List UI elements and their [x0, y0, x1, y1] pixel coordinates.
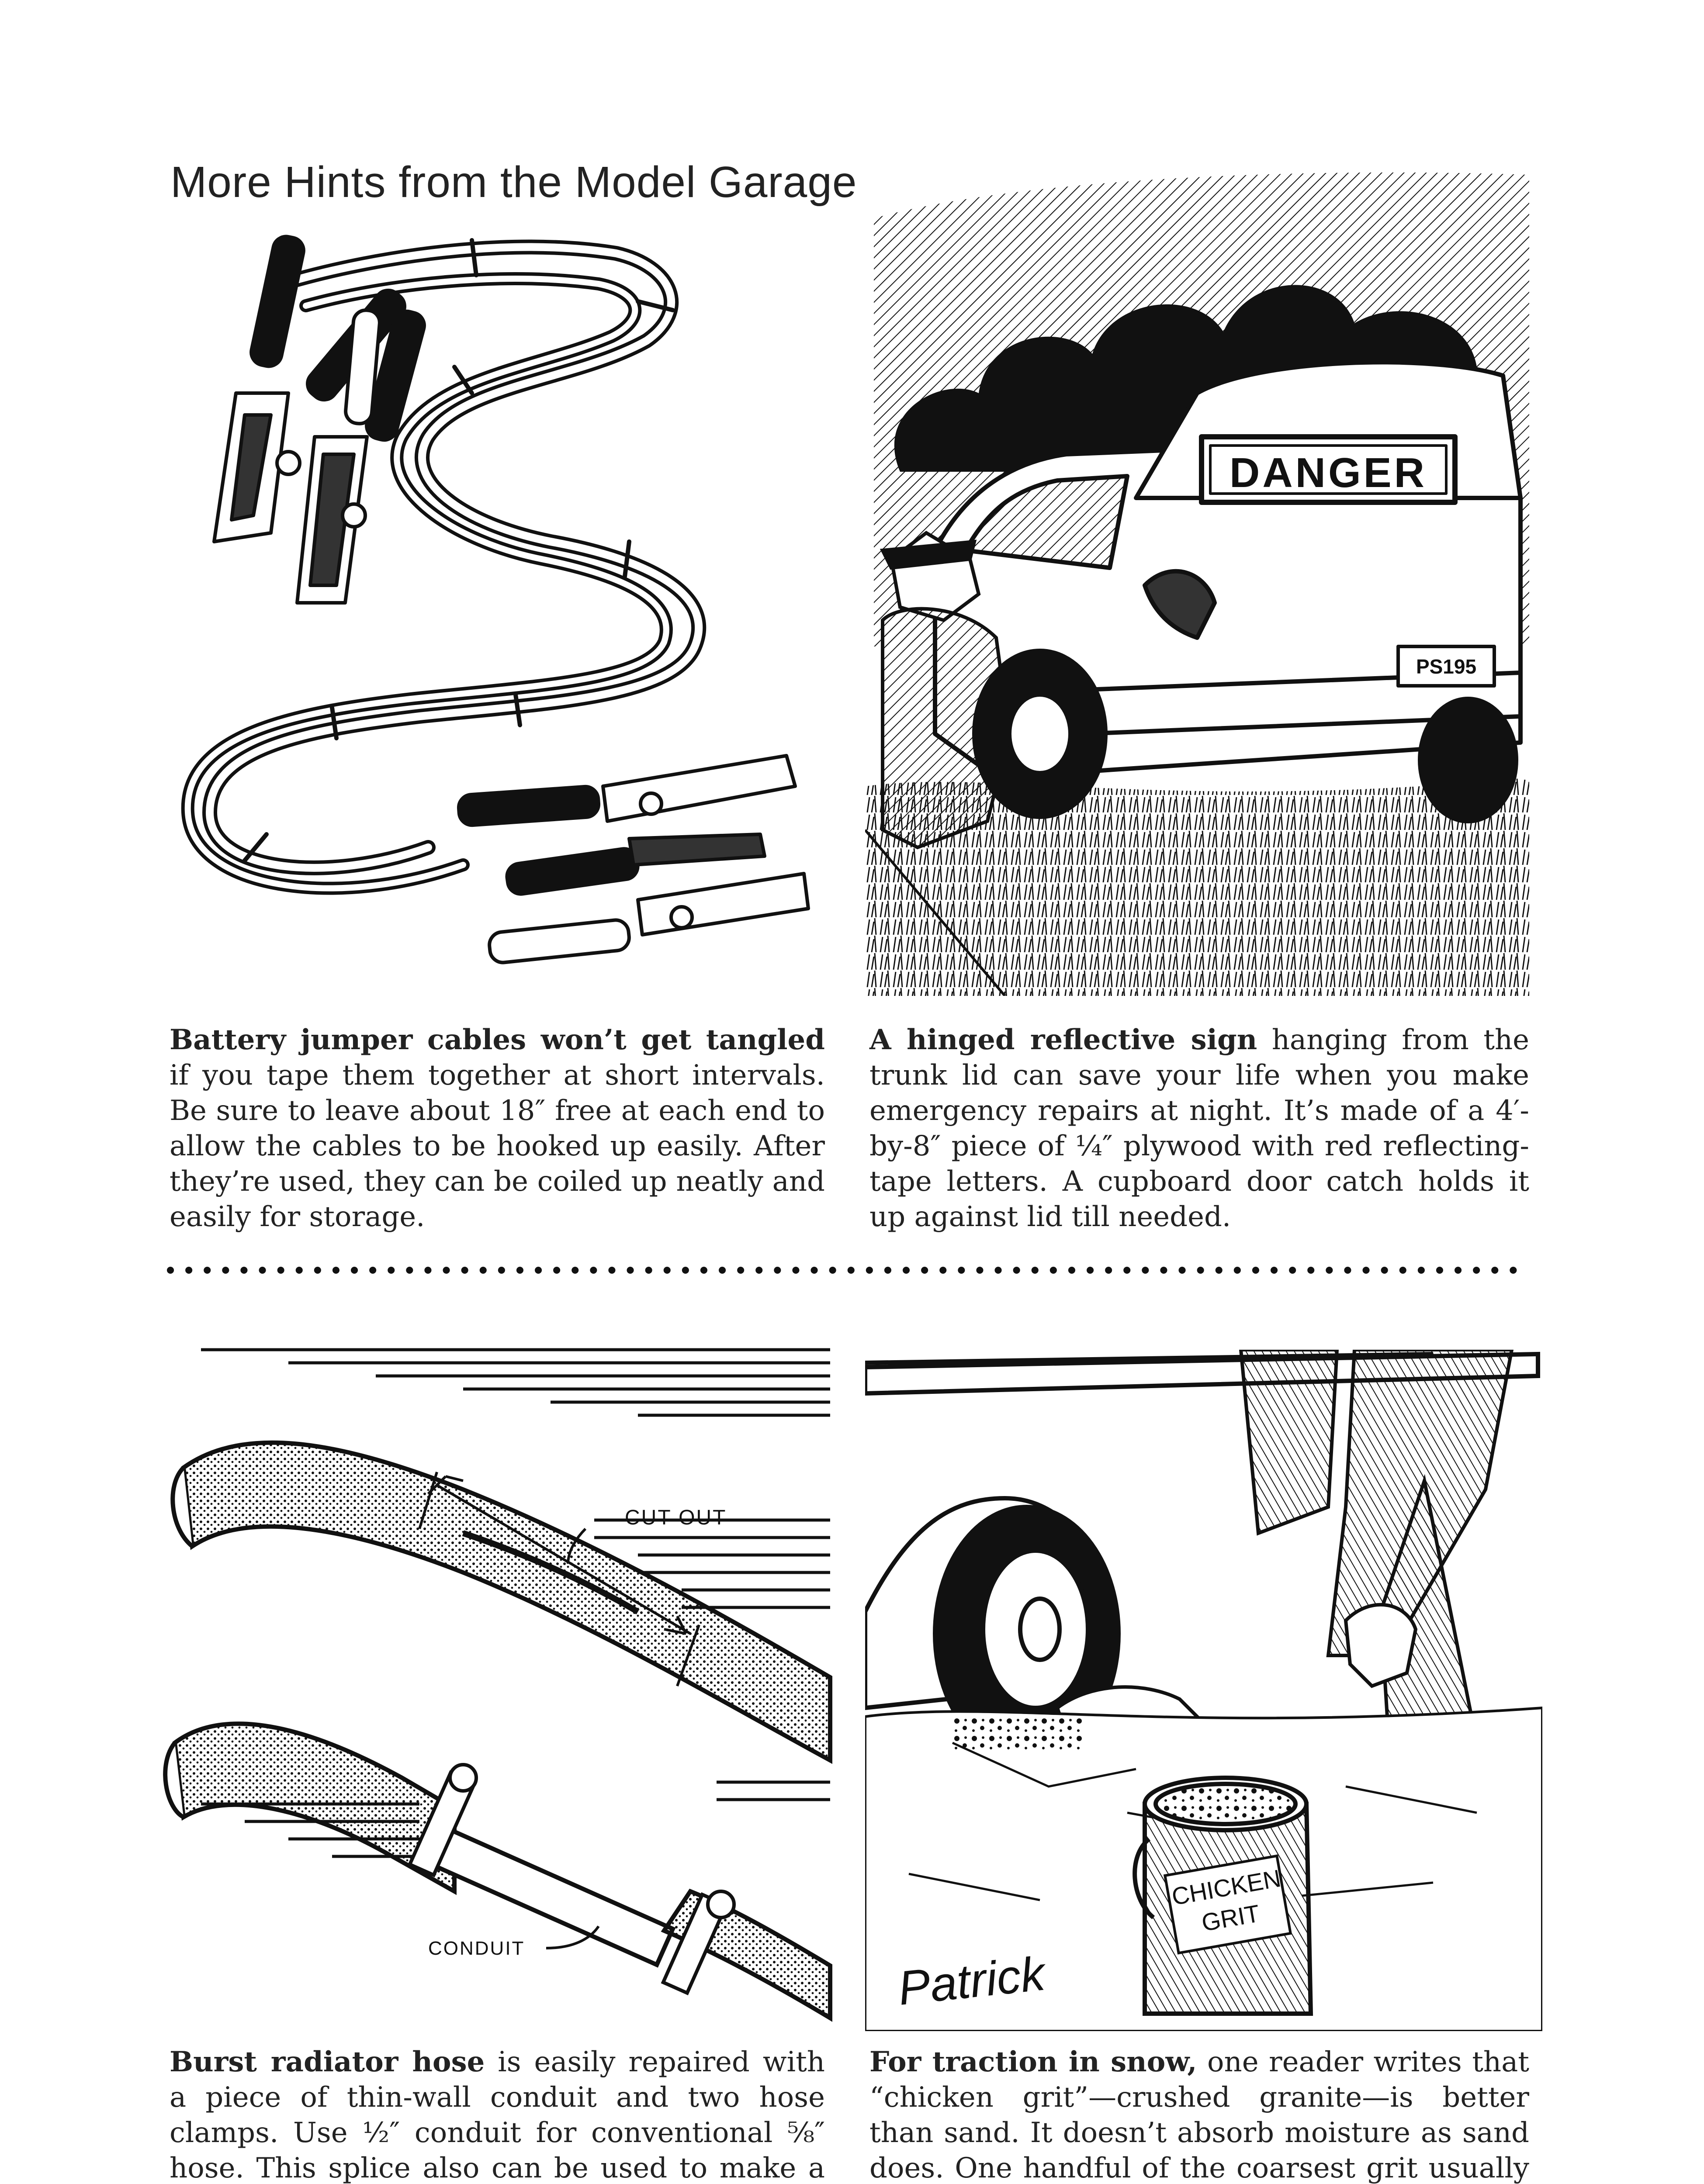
danger-sign-text: DANGER: [1229, 449, 1427, 496]
hint-lead: For traction in snow,: [869, 2046, 1197, 2078]
jumper-cables-illustration: [157, 210, 839, 987]
hint-body: is easily repaired with a piece of thin-wall conduit and two hose clamps. Use ½″ conduit for conventional ⅝″ hose. This splice also can be used to make a: [170, 2046, 825, 2184]
radiator-hose-illustration: [157, 1345, 839, 2027]
hint-body: one reader writes that “chicken grit”—crushed granite—is better than sand. It doesn’t absorb moisture as sand does. One handful of the coarsest grit usually: [869, 2046, 1530, 2184]
can-label-grit: GRIT: [1199, 1899, 1262, 1937]
hint-lead: Battery jumper cables won’t get tangled: [170, 1023, 825, 1056]
dotted-divider: [166, 1261, 1534, 1279]
hint-body: if you tape them together at short intervals. Be sure to leave about 18″ free at each end to allow the cables to be hooked up easily. After they’re used, they can be coiled up neatly and easily for storage.: [170, 1059, 825, 1233]
license-plate-text: PS195: [1416, 655, 1477, 678]
hint-lead: Burst radiator hose: [170, 2046, 485, 2078]
hint-caption-reflective-sign: [869, 1022, 1529, 1235]
artist-signature: Patrick: [895, 1946, 1047, 2015]
hint-body: hanging from the trunk lid can save your life when you make emergency repairs at night. It’s made of a 4′-by-8″ piece of ¼″ plywood with red reflecting-tape letters. A cupboard door catch holds it up against lid till needed.: [869, 1024, 1529, 1233]
hint-caption-traction-snow: [869, 2044, 1529, 2184]
page-title: More Hints from the Model Garage: [170, 158, 857, 207]
hint-lead: A hinged reflective sign: [869, 1023, 1257, 1056]
chicken-grit-illustration: [865, 1350, 1542, 2031]
conduit-label: CONDUIT: [428, 1938, 525, 1959]
can-label-chicken: CHICKEN: [1170, 1864, 1283, 1911]
cut-out-label: CUT OUT: [625, 1506, 727, 1529]
hint-caption-radiator-hose: [170, 2044, 825, 2184]
danger-sign-car-illustration: [865, 166, 1538, 996]
hint-caption-jumper-cables: [170, 1022, 825, 1235]
